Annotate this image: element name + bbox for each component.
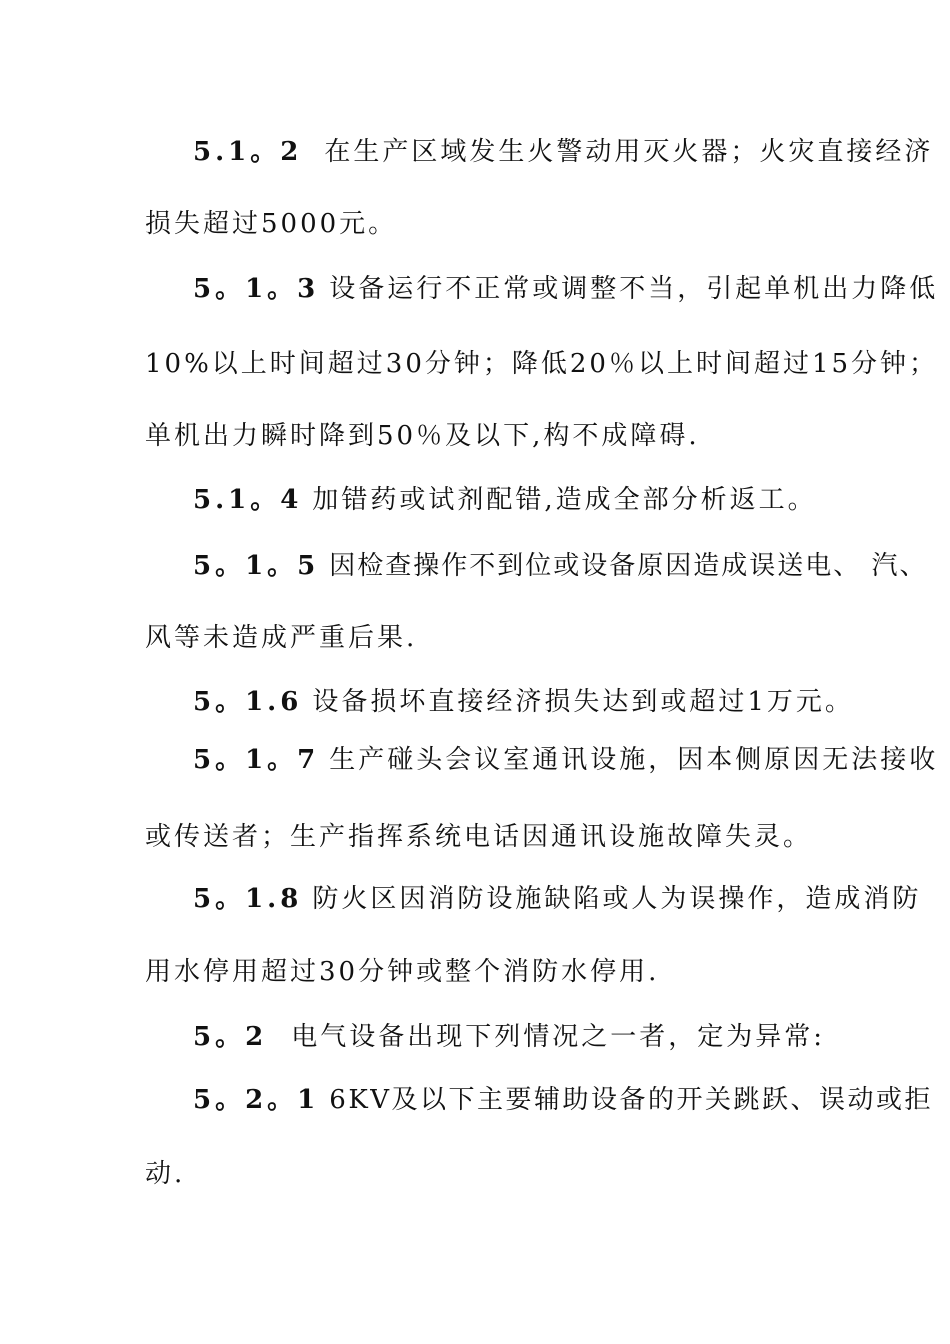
paragraph-5-1-7-line-2	[145, 820, 812, 854]
section-number: 5.1。2	[193, 137, 303, 167]
paragraph-5-1-3-line-3	[145, 419, 700, 453]
section-number: 5。1。5	[193, 551, 320, 581]
paragraph-text: 动.	[145, 1159, 186, 1189]
paragraph-text: 用水停用超过30分钟或整个消防水停用.	[145, 957, 660, 987]
paragraph-text: 损失超过5000元。	[145, 209, 398, 239]
paragraph-text: 电气设备出现下列情况之一者，定为异常:	[291, 1022, 825, 1052]
section-number: 5.1。4	[193, 485, 303, 515]
paragraph-text: 或传送者；生产指挥系统电话因通讯设施故障失灵。	[145, 822, 813, 852]
section-number: 5。2。1	[193, 1085, 320, 1115]
paragraph-5-1-5-line-1	[193, 549, 928, 583]
paragraph-5-1-8-line-1	[193, 882, 921, 916]
paragraph-text: 因检查操作不到位或设备原因造成误送电、 汽、	[329, 551, 928, 581]
paragraph-5-2-1-line-2	[145, 1157, 185, 1191]
paragraph-5-1-5-line-2	[145, 621, 417, 655]
paragraph-text: 设备损坏直接经济损失达到或超过1万元。	[312, 687, 854, 717]
paragraph-text: 防火区因消防设施缺陷或人为误操作，造成消防	[312, 884, 922, 914]
paragraph-5-1-3-line-1	[193, 272, 938, 306]
paragraph-text: 生产碰头会议室通讯设施，因本侧原因无法接收	[329, 745, 939, 775]
paragraph-5-1-6-line-1	[193, 685, 854, 719]
paragraph-5-1-4-line-1	[193, 483, 817, 517]
section-number: 5。2	[193, 1022, 268, 1052]
paragraph-text: 在生产区域发生火警动用灭火器；火灾直接经济	[324, 137, 934, 167]
paragraph-text: 风等未造成严重后果.	[145, 623, 418, 653]
paragraph-text: 加错药或试剂配错,造成全部分析返工。	[312, 485, 817, 515]
section-number: 5。1。7	[193, 745, 320, 775]
paragraph-5-1-7-line-1	[193, 743, 938, 777]
paragraph-5-1-2-line-1	[193, 135, 933, 169]
paragraph-text: 10%以上时间超过30分钟；降低20％以上时间超过15分钟；	[145, 349, 939, 379]
paragraph-text: 设备运行不正常或调整不当，引起单机出力降低	[329, 274, 939, 304]
paragraph-text: 6KV及以下主要辅助设备的开关跳跃、误动或拒	[329, 1085, 934, 1115]
section-number: 5。1。3	[193, 274, 320, 304]
paragraph-5-2-line-1	[193, 1020, 825, 1054]
paragraph-text: 单机出力瞬时降到50％及以下,构不成障碍.	[145, 421, 700, 451]
section-number: 5。1.8	[193, 884, 303, 914]
paragraph-5-1-2-line-2	[145, 207, 397, 241]
paragraph-5-1-3-line-2	[145, 347, 938, 381]
paragraph-5-1-8-line-2	[145, 955, 659, 989]
section-number: 5。1.6	[193, 687, 303, 717]
paragraph-5-2-1-line-1	[193, 1083, 933, 1117]
